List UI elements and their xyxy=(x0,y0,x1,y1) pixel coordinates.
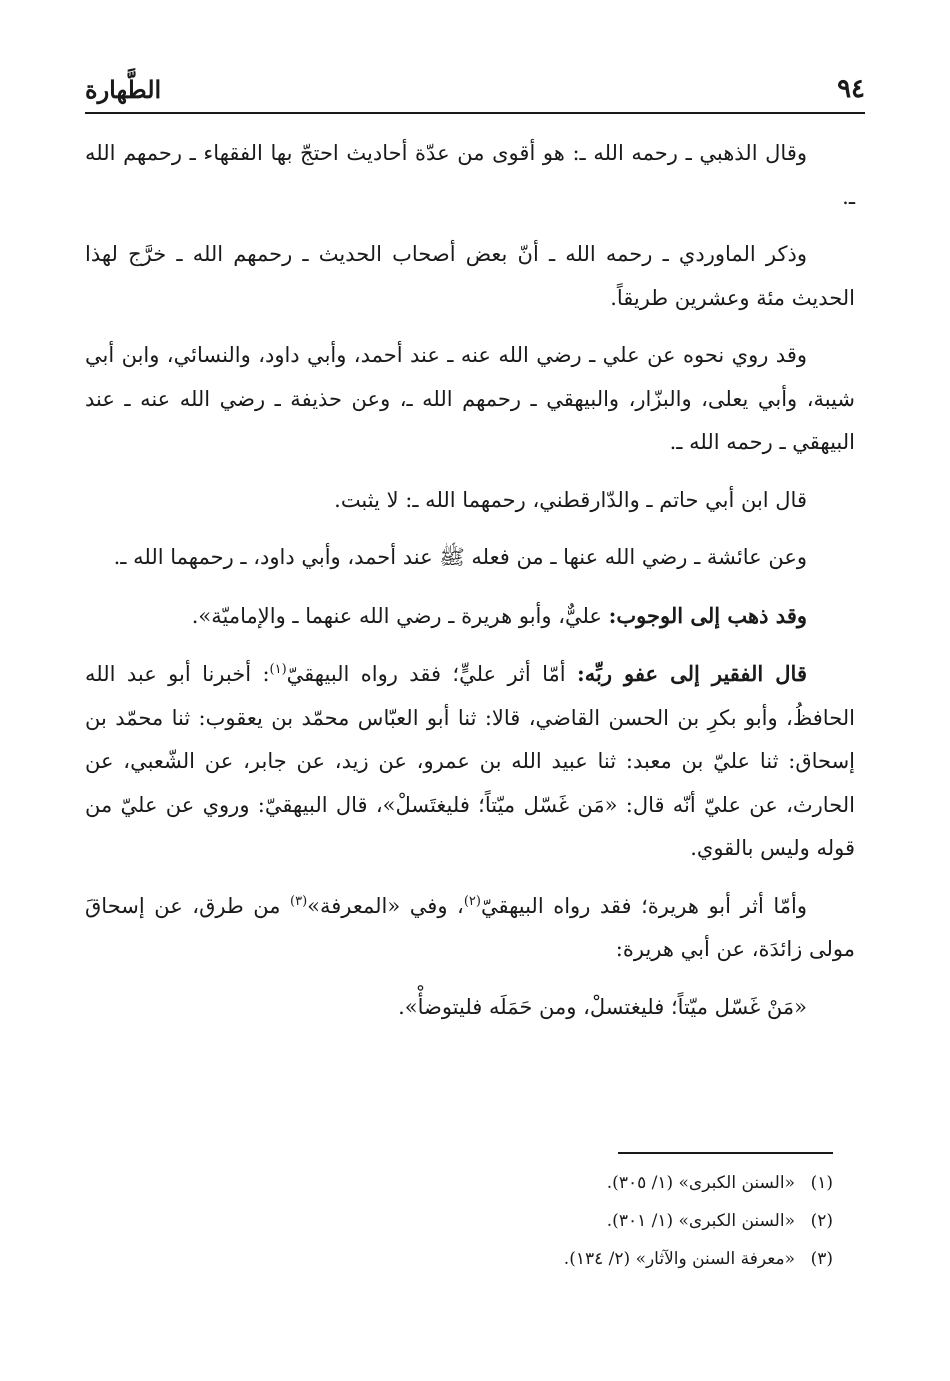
running-title: الطَّهارة xyxy=(85,74,162,104)
paragraph-faqir xyxy=(85,652,855,871)
footnote-number: (٢) xyxy=(810,1211,833,1231)
paragraph-aisha: وعن عائشة ـ رضي الله عنها ـ من فعله ﷺ عند أحمد، وأبي داود، ـ رحمهما الله ـ. xyxy=(113,545,807,569)
footnote-2 xyxy=(85,1202,833,1240)
footnotes xyxy=(85,1164,833,1278)
footnote-number: (٣) xyxy=(810,1249,833,1269)
footnote-number: (١) xyxy=(810,1173,833,1193)
footnote-1 xyxy=(85,1164,833,1202)
paragraph-abi-hatim: قال ابن أبي حاتم ـ والدّارقطني، رحمهما الله ـ: لا يثبت. xyxy=(334,487,807,512)
footnote-ref-1[interactable]: (١) xyxy=(269,662,287,677)
paragraph-wujub xyxy=(85,594,855,639)
faqir-text-a: أمّا أثر عليٍّ؛ فقد رواه البيهقيّ xyxy=(286,662,578,686)
paragraph-abu-hurayra xyxy=(85,885,855,972)
abu-hurayra-text-a: وأمّا أثر أبو هريرة؛ فقد رواه البيهقيّ xyxy=(480,893,807,918)
paragraph-ali-narration: وقد روي نحوه عن علي ـ رضي الله عنه ـ عند أحمد، وأبي داود، والنسائي، وابن أبي شيبة، وأبي يعلى، والبزّار، والبيهقي ـ رحمهم الله ـ، وعن حذيفة ـ رضي الله عنه ـ عند البيهقي ـ رحمه الله ـ. xyxy=(85,343,855,454)
hadith-quote: «مَنْ غَسّل ميّتاً؛ فليغتسلْ، ومن حَمَلَه فليتوضأْ». xyxy=(398,994,807,1019)
footnote-ref-3[interactable]: (٣) xyxy=(290,893,308,909)
footnote-ref-2[interactable]: (٢) xyxy=(463,893,481,909)
faqir-lead: قال الفقير إلى عفو ربِّه: xyxy=(577,661,807,686)
abu-hurayra-text-c: من طرق، عن إسحاقَ مولى زائدَة، عن أبي هريرة: xyxy=(85,893,855,961)
paragraph-mawardi: وذكر الماوردي ـ رحمه الله ـ أنّ بعض أصحاب الحديث ـ رحمهم الله ـ خرَّج لهذا الحديث مئة وعشرين طريقاً. xyxy=(85,242,855,310)
page-header xyxy=(85,66,865,114)
wujub-text: عليٌّ، وأبو هريرة ـ رضي الله عنهما ـ والإماميّة». xyxy=(191,603,609,628)
page-number: ٩٤ xyxy=(837,74,865,104)
abu-hurayra-text-b: ، وفي «المعرفة» xyxy=(307,893,464,918)
main-text xyxy=(85,132,855,1043)
footnote-text: «السنن الكبرى» (١/ ٣٠١). xyxy=(606,1211,795,1231)
paragraph-dhahabi: وقال الذهبي ـ رحمه الله ـ: هو أقوى من عدّة أحاديث احتجّ بها الفقهاء ـ رحمهم الله ـ. xyxy=(85,141,855,209)
faqir-text-b: : أخبرنا أبو عبد الله الحافظُ، وأبو بكرِ بن الحسن القاضي، قالا: ثنا أبو العبّاس محمّد بن يعقوب: ثنا محمّد بن إسحاق: ثنا عليّ بن معبد: ثنا عبيد الله بن عمرو، عن زيد، عن جابر، عن الشّعبي، عن الحارث، عن عليّ أنّه قال: «مَن غَسّل ميّتاً؛ فليغتَسلْ»، قال البيهقيّ: وروي عن عليّ من قوله وليس بالقوي. xyxy=(85,662,855,860)
footnote-divider xyxy=(618,1152,833,1154)
footnote-text: «معرفة السنن والآثار» (٢/ ١٣٤). xyxy=(563,1249,795,1269)
wujub-lead: وقد ذهب إلى الوجوب: xyxy=(608,602,807,628)
footnote-3 xyxy=(85,1240,833,1278)
footnote-text: «السنن الكبرى» (١/ ٣٠٥). xyxy=(606,1173,795,1193)
